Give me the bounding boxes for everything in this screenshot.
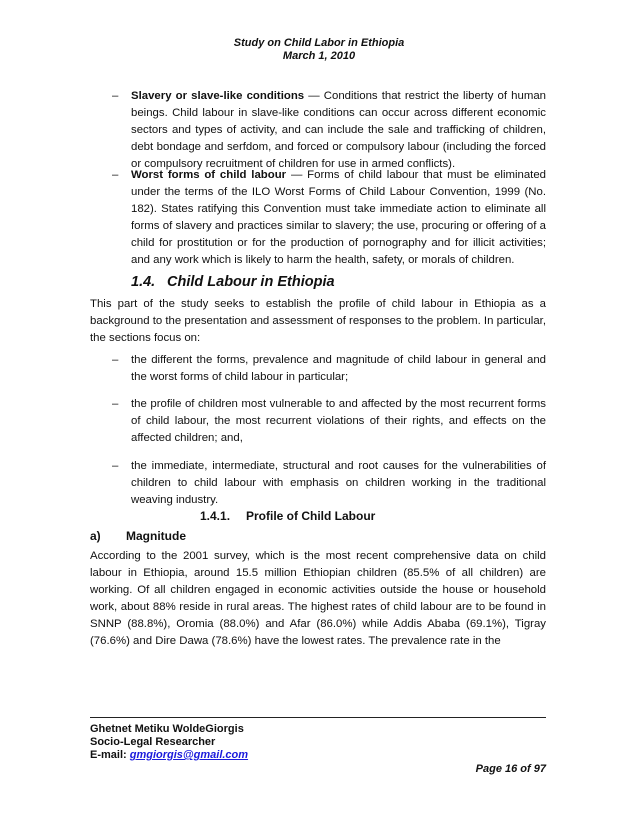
list-item: the different the forms, prevalence and magnitude of child labour in general and the worst forms of child labour in particular; (131, 354, 546, 383)
list-dash: – (112, 460, 119, 472)
section-title: Child Labour in Ethiopia (167, 274, 335, 290)
bullet-dash: – (112, 90, 119, 102)
list-dash: – (112, 398, 119, 410)
footer-author-name: Ghetnet Metiku WoldeGiorgis (90, 723, 244, 735)
subhead-label: a) (90, 529, 101, 543)
magnitude-paragraph: According to the 2001 survey, which is the most recent comprehensive data on child labour in Ethiopia, around 15.5 million Ethiopian children (85.5% of all children) are working. Of all children engaged in economic activities outside the house or household work, about 88% reside in rural areas. The highest rates of child labour are to be found in SNNP (88.8%), Oromia (88.0%) and Afar (86.0%) while Addis Ababa (69.1%), Tigray (76.6%) and Dire Dawa (78.6%) have the lowest rates. The prevalence rate in the (90, 550, 546, 647)
footer-email-line (90, 749, 248, 762)
list-dash: – (112, 354, 119, 366)
subhead-title: Magnitude (126, 529, 186, 543)
header-title: Study on Child Labor in Ethiopia (233, 37, 405, 49)
bullet-slavery (131, 88, 546, 173)
subsection-number: 1.4.1. (200, 509, 231, 523)
bullet-text: — Forms of child labour that must be eliminated under the terms of the ILO Worst Forms of Child Labour Convention, 1999 (No. 182). States ratifying this Convention must take immediate action to eliminate all forms of slavery and practices similar to slavery; the use, procuring or offering of a child for prostitution or for the production of pornography and for illicit activities; and any work which is likely to harm the health, safety, or morals of children. (131, 169, 546, 266)
footer-author-role: Socio-Legal Researcher (90, 736, 216, 748)
page-number: Page 16 of 97 (475, 763, 546, 775)
intro-paragraph: This part of the study seeks to establish the profile of child labour in Ethiopia as a background to the presentation and assessment of responses to the problem. In particular, the sections focus on: (90, 298, 546, 344)
header-date: March 1, 2010 (282, 50, 356, 62)
list-item: the profile of children most vulnerable to and affected by the most recurrent forms of child labour, the most recurrent violations of their rights, and effects on the affected children; and, (131, 398, 546, 444)
subsection-title: Profile of Child Labour (246, 509, 376, 523)
footer-email-link[interactable]: gmgiorgis@gmail.com (129, 749, 249, 761)
bullet-worst-forms (131, 167, 546, 269)
bullet-term: Slavery or slave-like conditions (131, 90, 305, 102)
bullet-term: Worst forms of child labour (131, 169, 287, 181)
list-item: the immediate, intermediate, structural and root causes for the vulnerabilities of children to child labour with emphasis on children working in the traditional weaving industry. (131, 460, 546, 506)
footer-email-label: E-mail: (90, 749, 127, 761)
section-number: 1.4. (131, 274, 156, 290)
footer-divider (90, 717, 546, 718)
bullet-text: — Conditions that restrict the liberty of human beings. Child labour in slave-like conditions can occur across different economic sectors and types of activity, and can include the sale and trafficking of children, debt bondage and serfdom, and forced or compulsory labour (including the forced or compulsory recruitment of children for use in armed conflicts). (131, 90, 546, 170)
bullet-dash: – (112, 169, 119, 181)
